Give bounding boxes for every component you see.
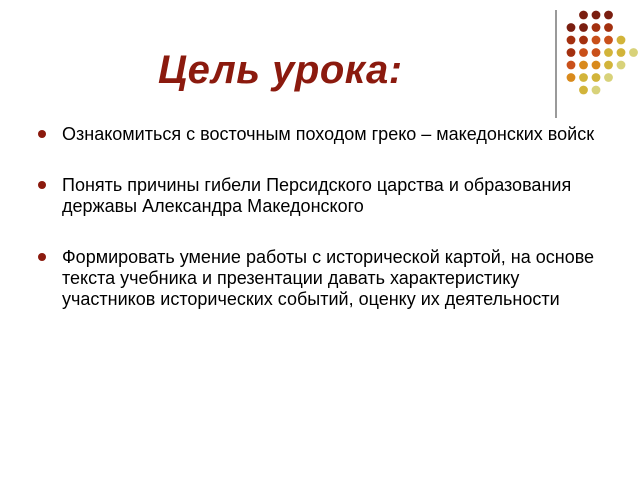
decorative-dot [592,86,601,95]
decorative-dot [592,73,601,82]
decorative-dot [592,48,601,57]
decorative-dot [617,36,626,45]
decorative-dot [579,36,588,45]
decorative-dot [604,73,613,82]
decorative-dot [567,61,576,70]
decorative-dot [579,73,588,82]
decorative-dot [592,61,601,70]
decorative-dot [579,23,588,32]
bullet-item [38,175,598,217]
decorative-dot [592,23,601,32]
decorative-dot [592,11,601,20]
bullet-list [38,124,598,340]
decorative-dot [567,36,576,45]
decorative-dot [604,11,613,20]
decorative-dot [567,23,576,32]
vertical-divider [555,10,557,118]
bullet-dot-icon [38,253,46,261]
decorative-dot [604,23,613,32]
decorative-dot [604,61,613,70]
slide-title: Цель урока: [158,48,403,92]
bullet-text: Формировать умение работы с исторической картой, на основе текста учебника и презентации давать характеристику участников исторических событий, оценку их деятельности [62,247,595,309]
decorative-dot [604,48,613,57]
decorative-dot [629,48,638,57]
bullet-item [38,247,598,310]
bullet-item [38,124,598,145]
decorative-dot [604,36,613,45]
bullet-text: Понять причины гибели Персидского царства и образования державы Александра Македонского [62,175,572,216]
decorative-dot [617,61,626,70]
decorative-dot [579,48,588,57]
decorative-dot-grid [565,10,639,105]
bullet-dot-icon [38,181,46,189]
decorative-dot [579,11,588,20]
decorative-dot [592,36,601,45]
bullet-dot-icon [38,130,46,138]
decorative-dot [617,48,626,57]
decorative-dot [567,48,576,57]
bullet-text: Ознакомиться с восточным походом греко – македонских войск [62,124,595,144]
decorative-dot [579,61,588,70]
decorative-dot [579,86,588,95]
decorative-dot [567,73,576,82]
